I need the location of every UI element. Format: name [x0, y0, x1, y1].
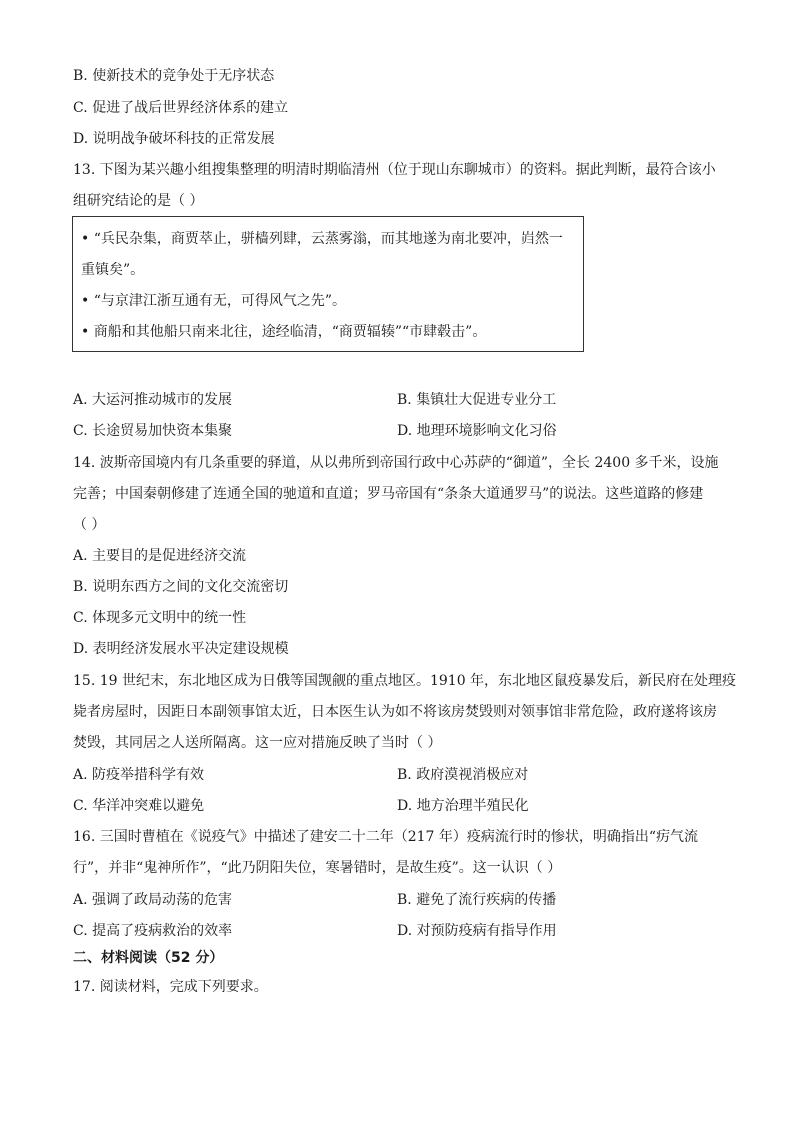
q14-stem-line3: （ ）: [73, 517, 106, 533]
section-2-heading: 二、材料阅读（52 分）: [73, 950, 224, 966]
q16-stem-line1: 16. 三国时曹植在《说疫气》中描述了建安二十二年（217 年）疫病流行时的惨状，明确指出“疠气流: [73, 829, 699, 845]
q16-option-b: B. 避免了流行疾病的传播: [397, 892, 557, 908]
q13-option-c: C. 长途贸易加快资本集聚: [73, 423, 233, 439]
q15-option-d: D. 地方治理半殖民化: [397, 798, 529, 814]
q17-stem: 17. 阅读材料，完成下列要求。: [73, 979, 268, 995]
q13-material-item2: • “与京津江浙互通有无，可得风气之先”。: [81, 293, 347, 309]
q14-option-a: A. 主要目的是促进经济交流: [73, 548, 247, 564]
q13-stem-line2: 组研究结论的是（ ）: [73, 193, 204, 209]
q14-option-b: B. 说明东西方之间的文化交流密切: [73, 579, 289, 595]
q15-option-a: A. 防疫举措科学有效: [73, 767, 205, 783]
q16-option-a: A. 强调了政局动荡的危害: [73, 892, 233, 908]
q16-option-c: C. 提高了疫病救治的效率: [73, 923, 233, 939]
q15-stem-line2: 毙者房屋时，因距日本副领事馆太近，日本医生认为如不将该房焚毁则对领事馆非常危险，政府遂将该房: [73, 704, 717, 720]
q15-stem-line1: 15. 19 世纪末，东北地区成为日俄等国觊觎的重点地区。1910 年，东北地区鼠疫暴发后，新民府在处理疫: [73, 673, 737, 689]
q14-stem-line1: 14. 波斯帝国境内有几条重要的驿道，从以弗所到帝国行政中心苏萨的“御道”，全长 2400 多千米，设施: [73, 455, 719, 471]
q13-option-a: A. 大运河推动城市的发展: [73, 392, 233, 408]
q16-stem-line2: 行”，并非“鬼神所作”，“此乃阴阳失位，寒暑错时，是故生疫”。这一认识（ ）: [73, 860, 562, 876]
q12-option-d: D. 说明战争破坏科技的正常发展: [73, 131, 275, 147]
q13-option-d: D. 地理环境影响文化习俗: [397, 423, 557, 439]
q12-option-c: C. 促进了战后世界经济体系的建立: [73, 100, 289, 116]
q13-material-item1-line2: 重镇矣”。: [81, 262, 145, 278]
q15-option-c: C. 华洋冲突难以避免: [73, 798, 205, 814]
q14-option-d: D. 表明经济发展水平决定建设规模: [73, 641, 289, 657]
q16-option-d: D. 对预防疫病有指导作用: [397, 923, 557, 939]
q13-material-item1-line1: • “兵民杂集，商贾萃止，骈樯列肆，云蒸雾滃，而其地遂为南北要冲，岿然一: [81, 231, 563, 247]
q14-option-c: C. 体现多元文明中的统一性: [73, 610, 247, 626]
q12-option-b: B. 使新技术的竞争处于无序状态: [73, 68, 275, 84]
q13-stem-line1: 13. 下图为某兴趣小组搜集整理的明清时期临清州（位于现山东聊城市）的资料。据此判断，最符合该小: [73, 162, 716, 178]
q15-stem-line3: 焚毁，其同居之人送所隔离。这一应对措施反映了当时（ ）: [73, 735, 442, 751]
q13-option-b: B. 集镇壮大促进专业分工: [397, 392, 557, 408]
q13-material-item3: • 商船和其他船只南来北往，途经临清，“商贾辐辏”“市肆毂击”。: [81, 324, 487, 340]
q14-stem-line2: 完善；中国秦朝修建了连通全国的驰道和直道；罗马帝国有“条条大道通罗马”的说法。这些道路的修建: [73, 486, 704, 502]
q15-option-b: B. 政府漠视消极应对: [397, 767, 529, 783]
q13-material-box: [72, 216, 584, 352]
